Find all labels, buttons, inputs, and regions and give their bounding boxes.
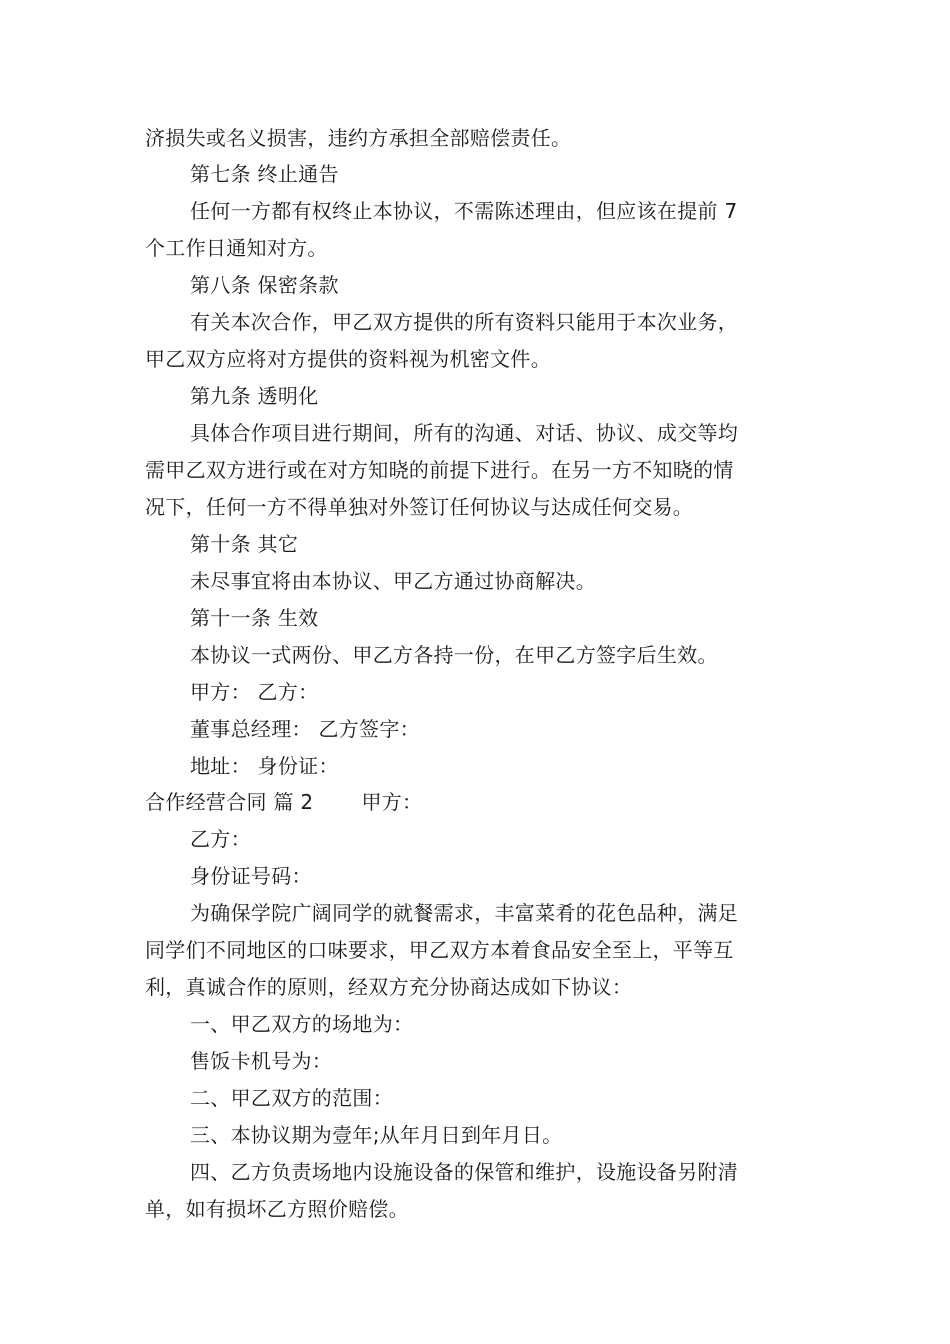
signature-line: 甲方： 乙方： [190,680,319,704]
text-line: 未尽事宜将由本协议、甲乙方通过协商解决。 [190,569,596,593]
article-11-heading: 第十一条 生效 [190,606,319,630]
clause-1: 一、甲乙双方的场地为： [190,1012,414,1036]
signature-line: 地址： 身份证： [190,754,339,778]
party-a-label: 甲方： [361,790,423,814]
text-line: 需甲乙双方进行或在对方知晓的前提下进行。在另一方不知晓的情 [145,458,734,482]
text-line: 具体合作项目进行期间，所有的沟通、对话、协议、成交等均 [190,421,739,445]
article-10-heading: 第十条 其它 [190,532,299,556]
text-line: 利，真诚合作的原则，经双方充分协商达成如下协议： [145,975,633,999]
contract-2-title: 合作经营合同 篇 2 [145,790,314,814]
article-9-heading: 第九条 透明化 [190,384,319,408]
article-7-heading: 第七条 终止通告 [190,162,339,186]
clause-2: 二、甲乙双方的范围： [190,1086,393,1110]
text-line: 单，如有损坏乙方照价赔偿。 [145,1197,409,1221]
text-line: 有关本次合作，甲乙双方提供的所有资料只能用于本次业务， [190,310,739,334]
clause-3: 三、本协议期为壹年;从年月日到年月日。 [190,1123,563,1147]
text-line: 甲乙双方应将对方提供的资料视为机密文件。 [145,347,551,371]
text-line: 本协议一式两份、甲乙方各持一份，在甲乙方签字后生效。 [190,643,718,667]
text-line: 济损失或名义损害，违约方承担全部赔偿责任。 [145,126,572,150]
signature-line: 董事总经理： 乙方签字： [190,717,420,741]
text-line: 况下，任何一方不得单独对外签订任何协议与达成任何交易。 [145,495,694,519]
party-b-label: 乙方： [190,827,251,851]
contract-2-heading-row [145,790,825,814]
text-line: 同学们不同地区的口味要求，甲乙双方本着食品安全至上，平等互 [145,938,734,962]
text-line: 个工作日通知对方。 [145,236,328,260]
text-line: 任何一方都有权终止本协议，不需陈述理由，但应该在提前 7 [190,199,738,223]
text-line: 为确保学院广阔同学的就餐需求，丰富菜肴的花色品种，满足 [190,901,739,925]
clause-4: 四、乙方负责场地内设施设备的保管和维护，设施设备另附清 [190,1160,739,1184]
article-8-heading: 第八条 保密条款 [190,273,339,297]
id-number-label: 身份证号码： [190,864,312,888]
text-line: 售饭卡机号为： [190,1049,333,1073]
